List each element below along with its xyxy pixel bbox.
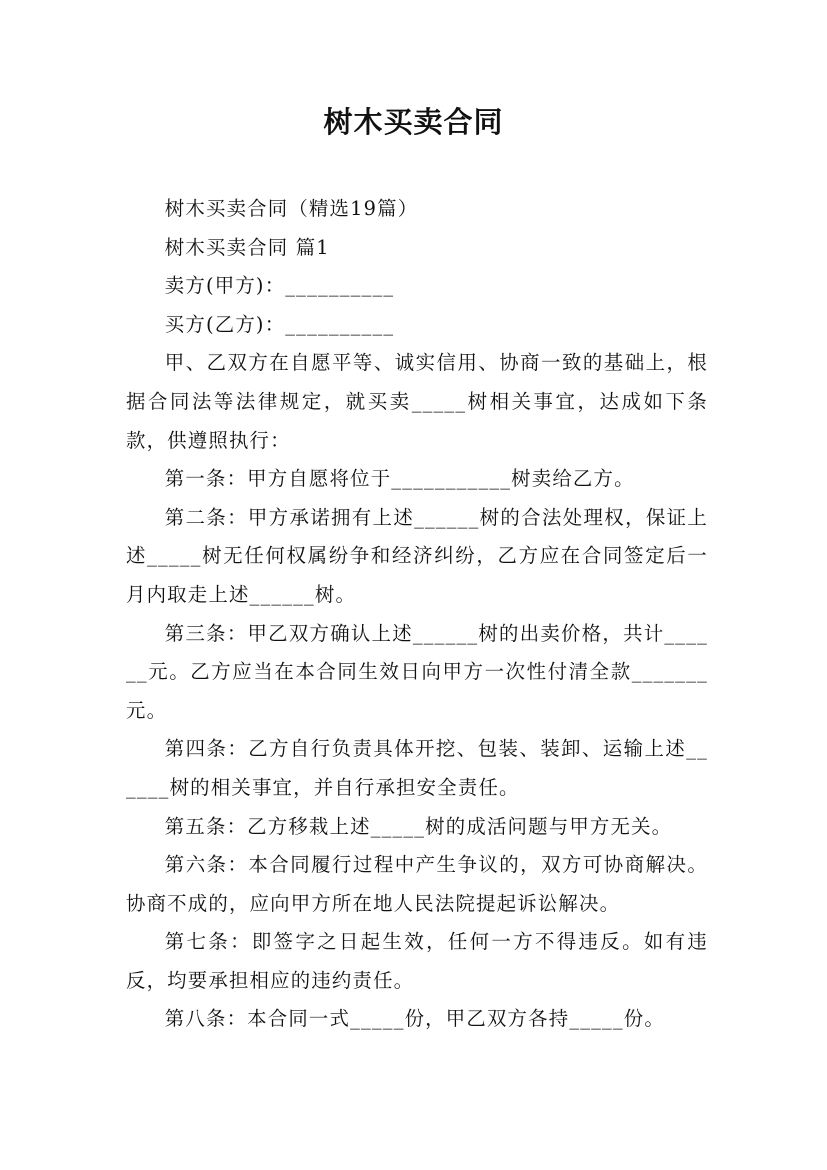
document-body <box>126 190 708 1039</box>
section-heading: 树木买卖合同 篇1 <box>164 235 330 259</box>
clause-8: 第八条：本合同一式_____份，甲乙双方各持_____份。 <box>164 1007 665 1031</box>
seller-line: 卖方(甲方)：__________ <box>164 274 395 298</box>
clause-3: 第三条：甲乙双方确认上述______树的出卖价格，共计______元。乙方应当在本合同生效日向甲方一次性付清全款_______元。 <box>126 621 708 722</box>
preamble-paragraph: 甲、乙双方在自愿平等、诚实信用、协商一致的基础上，根据合同法等法律规定，就买卖_____树相关事宜，达成如下条款，供遵照执行： <box>126 351 708 452</box>
clause-6: 第六条：本合同履行过程中产生争议的，双方可协商解决。协商不成的，应向甲方所在地人民法院提起诉讼解决。 <box>126 853 708 915</box>
subtitle-line: 树木买卖合同（精选19篇） <box>164 197 419 220</box>
document-title: 树木买卖合同 <box>323 105 504 139</box>
buyer-line: 买方(乙方)：__________ <box>164 312 395 336</box>
clause-7: 第七条：即签字之日起生效，任何一方不得违反。如有违反，均要承担相应的违约责任。 <box>126 930 708 992</box>
clause-2: 第二条：甲方承诺拥有上述______树的合法处理权，保证上述_____树无任何权属纷争和经济纠纷，乙方应在合同签定后一月内取走上述______树。 <box>126 505 708 606</box>
clause-1: 第一条：甲方自愿将位于___________树卖给乙方。 <box>164 467 635 491</box>
clause-4: 第四条：乙方自行负责具体开挖、包装、装卸、运输上述______树的相关事宜，并自行承担安全责任。 <box>126 737 708 799</box>
clause-5: 第五条：乙方移栽上述_____树的成活问题与甲方无关。 <box>164 814 673 838</box>
